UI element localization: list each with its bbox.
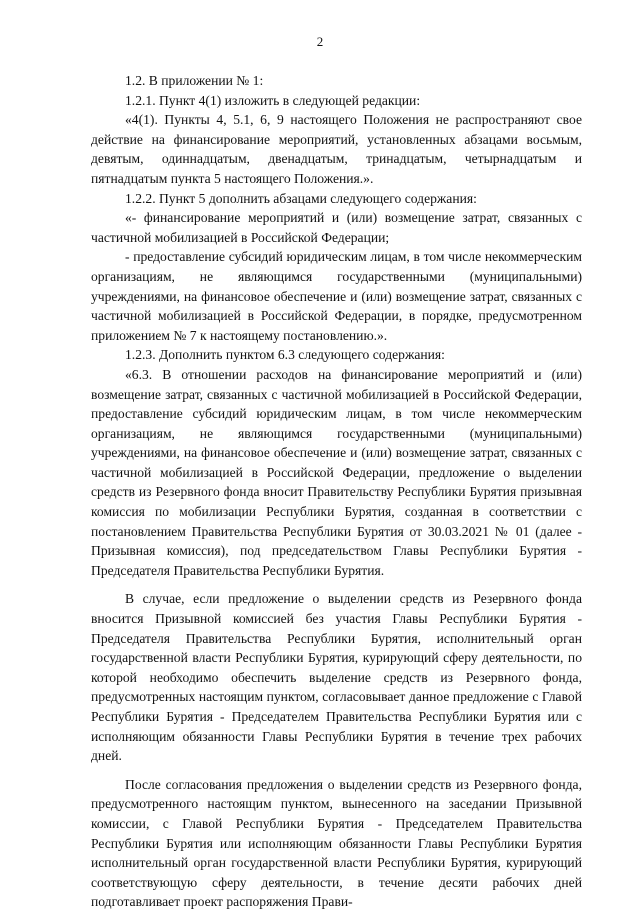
document-body <box>91 71 582 912</box>
paragraph-1-2-3: 1.2.3. Дополнить пунктом 6.3 следующего содержания: <box>125 347 445 363</box>
paragraph-after-approval: После согласования предложения о выделении средств из Резервного фонда, предусмотренного настоящим пунктом, вынесенного на заседании Призывной комиссии, с Главой Республики Бурятия - Председателем Правительства Республики Бурятия или исполняющим обязанности Главы Республики Бурятия исполнительный орган государственной власти Республики Бурятия, курирующий соответствующую сферу деятельности, в течение десяти рабочих дней подготавливает проект распоряжения Прави- <box>91 776 582 910</box>
paragraph-subsidies-item: - предоставление субсидий юридическим лицам, в том числе некоммерческим организациям, не являющимся государственными (муниципальными) учреждениями, на финансовое обеспечение и (или) возмещение затрат, связанных с частичной мобилизацией в Российской Федерации, в порядке, предусмотренном приложением № 7 к настоящему постановлению.». <box>91 249 582 343</box>
paragraph-4-1-text: «4(1). Пункты 4, 5.1, 6, 9 настоящего Положения не распространяют свое действие на финансирование мероприятий, установленных абзацами восьмым, девятым, одиннадцатым, двенадцатым, тринадцатым, четырнадцатым и пятнадцатым пункта 5 настоящего Положения.». <box>91 112 582 186</box>
paragraph-financing-item: «- финансирование мероприятий и (или) возмещение затрат, связанных с частичной мобилизацией в Российской Федерации; <box>91 210 582 245</box>
paragraph-case-proposal: В случае, если предложение о выделении средств из Резервного фонда вносится Призывной комиссией без участия Главы Республики Бурятия - Председателя Правительства Республики Бурятия, исполнительный орган государственной власти Республики Бурятия, курирующий сферу деятельности, по которой необходимо обеспечить выделение средств из Резервного фонда, предусмотренных настоящим пунктом, согласовывает данное предложение с Главой Республики Бурятия - Председателем Правительства Республики Бурятия или с исполняющим обязанности Главы Республики Бурятия в течение трех рабочих дней. <box>91 591 582 764</box>
paragraph-1-2-1: 1.2.1. Пункт 4(1) изложить в следующей редакции: <box>125 92 421 108</box>
paragraph-1-2-2: 1.2.2. Пункт 5 дополнить абзацами следующего содержания: <box>125 190 477 206</box>
page-number: 2 <box>316 34 324 49</box>
paragraph-1-2: 1.2. В приложении № 1: <box>125 73 264 88</box>
paragraph-6-3-text: «6.3. В отношении расходов на финансирование мероприятий и (или) возмещение затрат, связанных с частичной мобилизацией в Российской Федерации, предоставление субсидий юридическим лицам, в том числе некоммерческим организациям, не являющимся государственными (муниципальными) учреждениями, на финансовое обеспечение и (или) возмещение затрат, связанных с частичной мобилизацией в Российской Федерации, предложение о выделении средств из Резервного фонда вносит Правительству Республики Бурятия призывная комиссия по мобилизации Республики Бурятия, созданная в соответствии с постановлением Правительства Республики Бурятия от 30.03.2021 № 01 (далее - Призывная комиссия), под председательством Главы Республики Бурятия - Председателя Правительства Республики Бурятия. <box>91 366 582 578</box>
